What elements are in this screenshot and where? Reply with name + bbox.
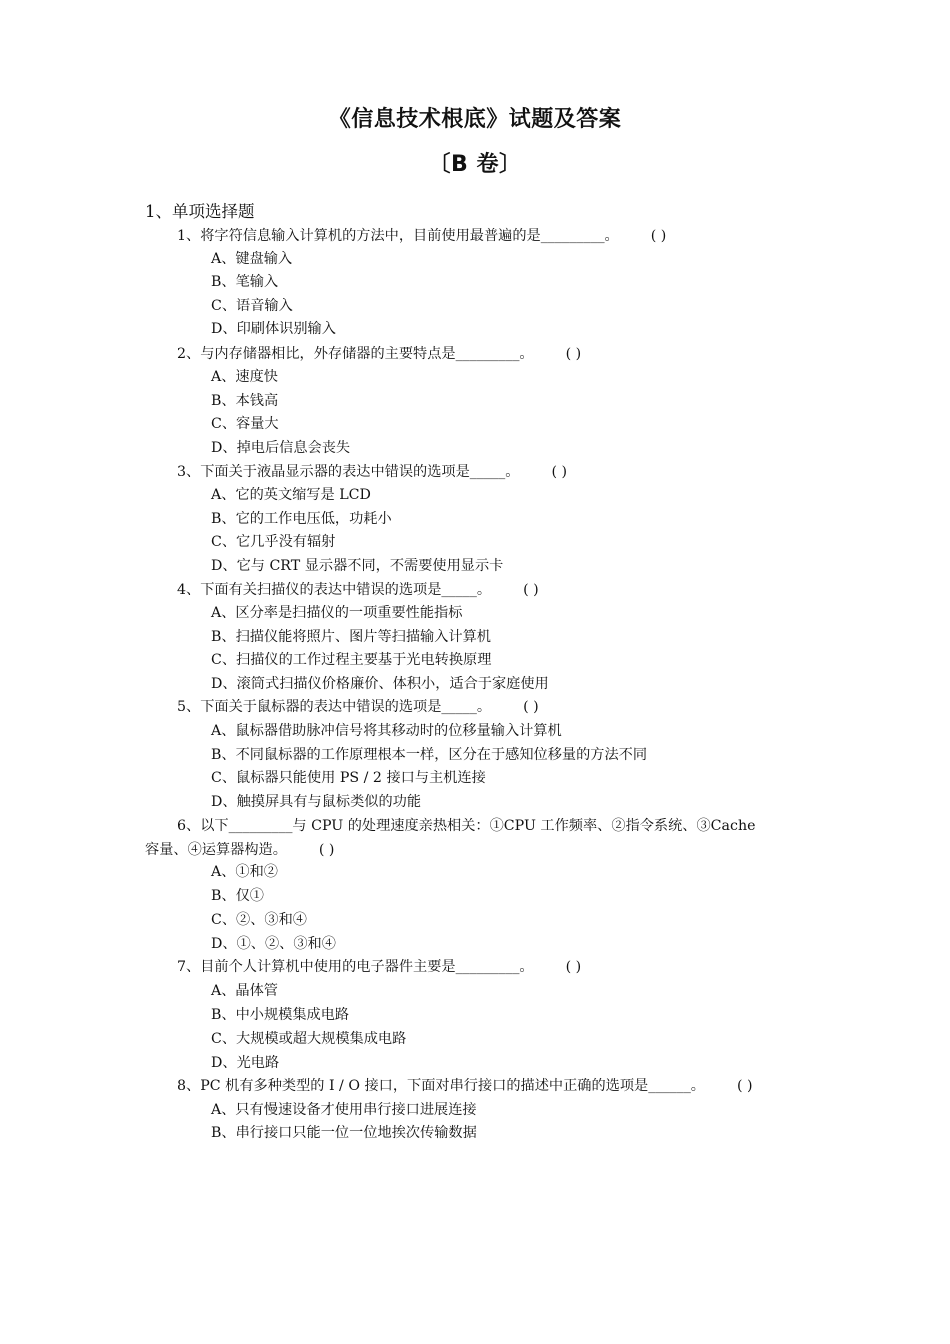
option: A、它的英文缩写是 LCD <box>211 487 371 503</box>
option: D、滚筒式扫描仪价格廉价、体积小，适合于家庭使用 <box>211 676 549 692</box>
answer-parentheses: ( ) <box>523 582 539 598</box>
answer-parentheses: ( ) <box>565 346 582 362</box>
question-5 <box>177 698 539 716</box>
option: C、②、③和④ <box>211 912 307 928</box>
option: C、容量大 <box>211 416 279 432</box>
question-6: 6、以下_________与 CPU 的处理速度亲热相关：①CPU 工作频率、②指令系统、③Cache <box>177 818 756 834</box>
answer-parentheses: ( ) <box>551 464 568 480</box>
option: B、扫描仪能将照片、图片等扫描输入计算机 <box>211 629 491 645</box>
answer-parentheses: ( ) <box>523 699 539 715</box>
option: A、键盘输入 <box>211 251 293 267</box>
question-4 <box>177 581 539 599</box>
answer-parentheses: ( ) <box>737 1078 753 1094</box>
option: B、不同鼠标器的工作原理根本一样，区分在于感知位移量的方法不同 <box>211 747 648 763</box>
question-text: 容量、④运算器构造。 <box>145 842 287 858</box>
option: A、区分率是扫描仪的一项重要性能指标 <box>211 605 463 621</box>
section-heading: 1、单项选择题 <box>145 202 255 221</box>
document-title: 《信息技术根底》试题及答案 <box>328 107 622 132</box>
question-1 <box>177 227 666 245</box>
question-text: 3、下面关于液晶显示器的表达中错误的选项是_____。 <box>177 464 520 480</box>
option: B、串行接口只能一位一位地挨次传输数据 <box>211 1125 477 1141</box>
option: A、速度快 <box>211 369 278 385</box>
option: B、笔输入 <box>211 274 279 290</box>
question-8 <box>177 1077 753 1095</box>
option: D、光电路 <box>211 1055 280 1071</box>
question-text: 5、下面关于鼠标器的表达中错误的选项是_____。 <box>177 699 492 715</box>
option: C、大规模或超大规模集成电路 <box>211 1031 407 1047</box>
option: D、掉电后信息会丧失 <box>211 440 351 456</box>
question-text: 1、将字符信息输入计算机的方法中，目前使用最普遍的是_________。 <box>177 228 619 244</box>
question-text: 4、下面有关扫描仪的表达中错误的选项是_____。 <box>177 582 492 598</box>
option: D、它与 CRT 显示器不同，不需要使用显示卡 <box>211 558 504 574</box>
option: B、本钱高 <box>211 393 279 409</box>
question-6-continued <box>145 841 334 859</box>
question-text: 7、目前个人计算机中使用的电子器件主要是_________。 <box>177 959 534 975</box>
option: C、语音输入 <box>211 298 293 314</box>
question-2 <box>177 345 581 363</box>
option: D、①、②、③和④ <box>211 936 336 952</box>
option: D、触摸屏具有与鼠标类似的功能 <box>211 794 422 810</box>
option: C、它几乎没有辐射 <box>211 534 336 550</box>
question-3 <box>177 463 567 481</box>
option: D、印刷体识别输入 <box>211 321 336 337</box>
option: A、①和② <box>211 864 278 880</box>
option: B、它的工作电压低，功耗小 <box>211 511 392 527</box>
option: A、晶体管 <box>211 983 278 999</box>
answer-parentheses: ( ) <box>565 959 582 975</box>
question-7 <box>177 958 581 976</box>
question-text: 2、与内存储器相比，外存储器的主要特点是_________。 <box>177 346 534 362</box>
document-subtitle: 〔B 卷〕 <box>428 152 522 177</box>
option: B、仅① <box>211 888 264 904</box>
option: A、鼠标器借助脉冲信号将其移动时的位移量输入计算机 <box>211 723 562 739</box>
question-text: 8、PC 机有多种类型的 I / O 接口，下面对串行接口的描述中正确的选项是______。 <box>177 1078 705 1094</box>
option: B、中小规模集成电路 <box>211 1007 350 1023</box>
option: A、只有慢速设备才使用串行接口进展连接 <box>211 1102 477 1118</box>
answer-parentheses: ( ) <box>650 228 667 244</box>
answer-parentheses: ( ) <box>318 842 335 858</box>
option: C、扫描仪的工作过程主要基于光电转换原理 <box>211 652 492 668</box>
option: C、鼠标器只能使用 PS / 2 接口与主机连接 <box>211 770 486 786</box>
